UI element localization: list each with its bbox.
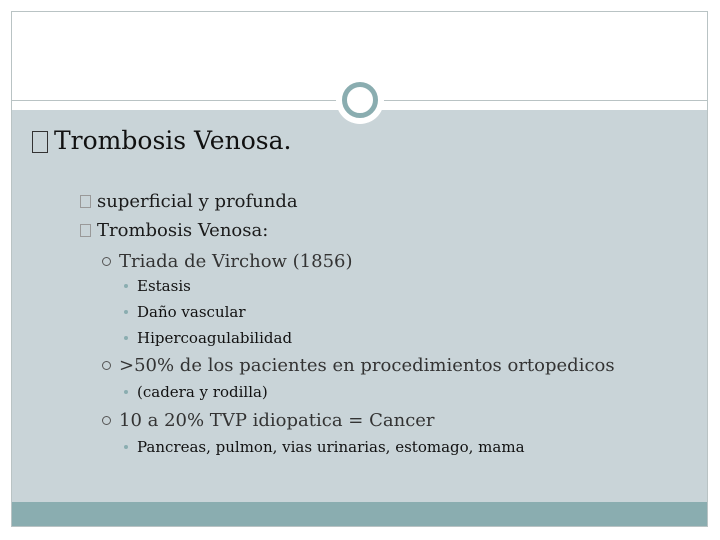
circle-ring-icon [342,82,378,118]
bullet-item [124,438,525,456]
bullet-text: Trombosis Venosa: [97,220,269,241]
footer-bar [12,502,707,526]
bullet-text: Pancreas, pulmon, vias urinarias, estomago, mama [137,438,525,456]
bullet-item [102,355,615,376]
bullet-item [102,410,435,431]
bullet-item [80,191,298,212]
bullet-item [124,383,268,401]
square-bullet-icon [80,195,91,208]
bullet-text: Estasis [137,277,191,295]
ring-bullet-icon [102,361,111,370]
bullet-text: (cadera y rodilla) [137,383,268,401]
dot-bullet-icon [124,390,128,394]
slide-title [32,126,291,155]
slide-title-text: Trombosis Venosa. [54,126,292,155]
bullet-text: Daño vascular [137,303,246,321]
dot-bullet-icon [124,445,128,449]
square-bullet-icon [80,224,91,237]
bullet-text: 10 a 20% TVP idiopatica = Cancer [119,410,435,431]
dot-bullet-icon [124,310,128,314]
dot-bullet-icon [124,336,128,340]
ring-bullet-icon [102,416,111,425]
bullet-item [124,329,292,347]
bullet-item [124,303,246,321]
bullet-item [102,251,353,272]
bullet-item [124,277,191,295]
bullet-text: Triada de Virchow (1856) [119,251,353,272]
bullet-item [80,220,268,241]
bullet-text: >50% de los pacientes en procedimientos ortopedicos [119,355,615,376]
square-glyph-icon [32,131,48,153]
bullet-text: superficial y profunda [97,191,298,212]
ring-bullet-icon [102,257,111,266]
dot-bullet-icon [124,284,128,288]
bullet-text: Hipercoagulabilidad [137,329,293,347]
